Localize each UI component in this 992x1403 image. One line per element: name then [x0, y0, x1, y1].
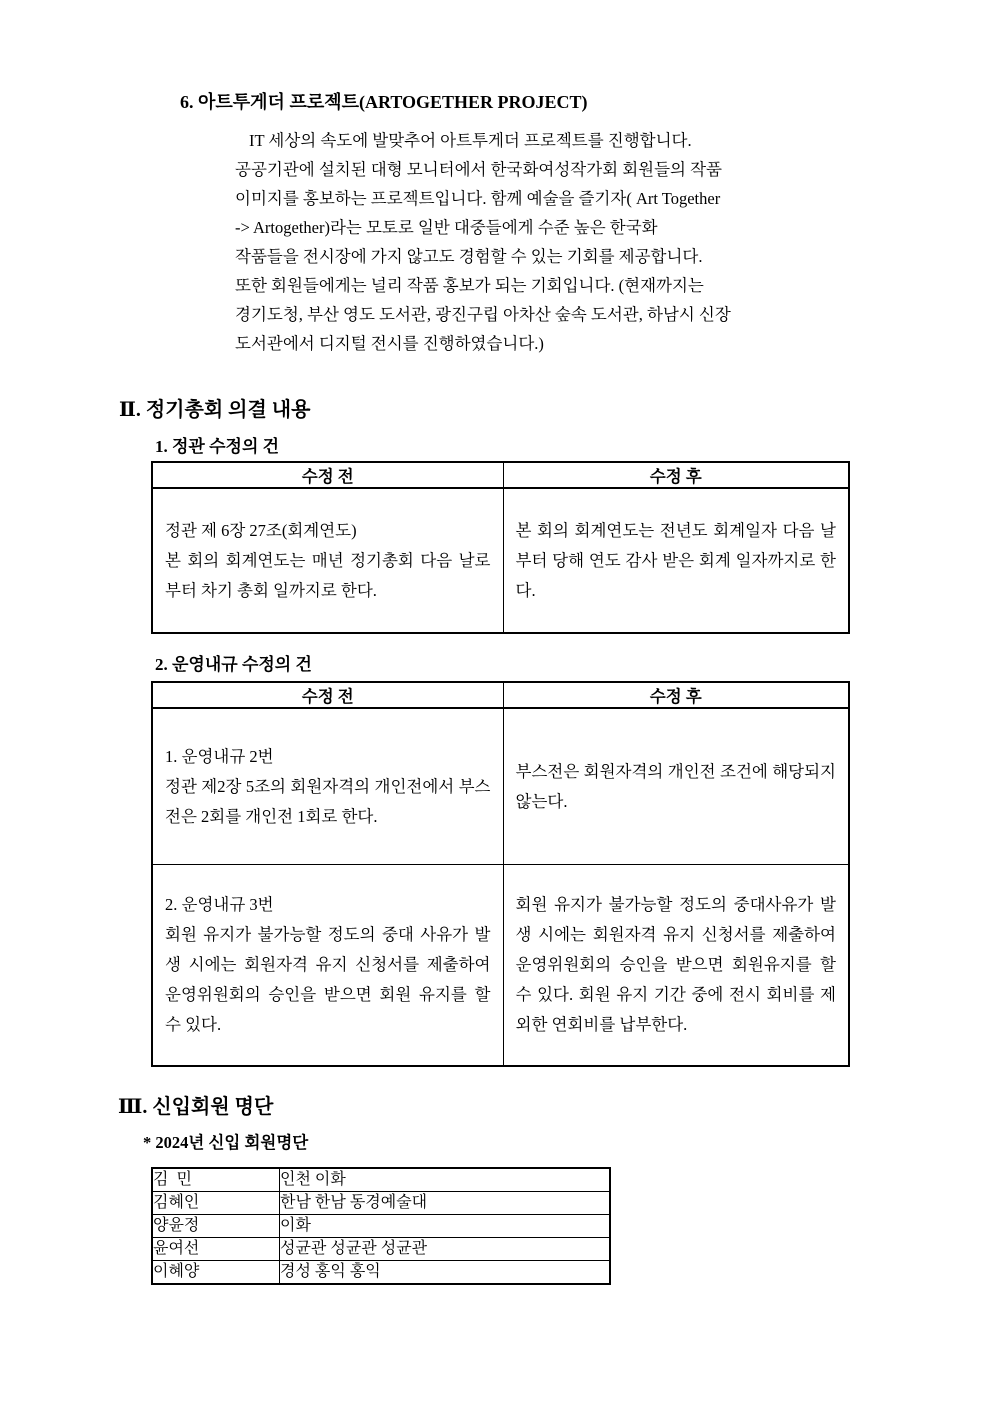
member-name: 윤여선: [152, 1238, 280, 1261]
member-affiliation: 이화: [280, 1215, 611, 1238]
member-row: [152, 1215, 610, 1238]
before-revision-cell: [152, 488, 503, 633]
member-row: [152, 1261, 610, 1285]
column-header-before: 수정 전: [152, 682, 503, 708]
charter-revision-table: [151, 461, 850, 634]
table-header-row: [152, 682, 849, 708]
member-row: [152, 1168, 610, 1192]
clause-text: 정관 제2장 5조의 회원자격의 개인전에서 부스전은 2회를 개인전 1회로 한다.: [165, 776, 491, 826]
paragraph-line: IT 세상의 속도에 발맞추어 아트투게더 프로젝트를 진행합니다.: [249, 131, 692, 150]
new-members-table: [151, 1167, 611, 1285]
clause-reference: 정관 제 6장 27조(회계연도): [165, 520, 357, 540]
clause-reference: 1. 운영내규 2번: [165, 746, 274, 766]
members-section-heading: Ⅲ. 신입회원 명단: [118, 1096, 274, 1118]
column-header-after: 수정 후: [503, 682, 849, 708]
charter-revision-title: 1. 정관 수정의 건: [155, 437, 280, 456]
member-affiliation: 한남 한남 동경예술대: [280, 1192, 611, 1215]
member-name: 김혜인: [152, 1192, 280, 1215]
member-affiliation: 경성 홍익 홍익: [280, 1261, 611, 1285]
paragraph-line: 공공기관에 설치된 대형 모니터에서 한국화여성작가회 회원들의 작품: [235, 160, 722, 179]
after-revision-cell: [503, 708, 849, 865]
clause-text: 부스전은 회원자격의 개인전 조건에 해당되지 않는다.: [515, 761, 836, 811]
column-header-before: 수정 전: [152, 462, 503, 488]
table-row: [152, 865, 849, 1067]
table-header-row: [152, 462, 849, 488]
member-affiliation: 성균관 성균관 성균관: [280, 1238, 611, 1261]
after-revision-cell: [503, 488, 849, 633]
clause-text: 본 회의 회계연도는 매년 정기총회 다음 날로부터 차기 총회 일까지로 한다.: [165, 550, 491, 600]
clause-reference: 2. 운영내규 3번: [165, 895, 274, 914]
member-name: 김 민: [152, 1168, 280, 1192]
before-revision-cell: [152, 865, 503, 1067]
column-header-after: 수정 후: [503, 462, 849, 488]
paragraph-line: 이미지를 홍보하는 프로젝트입니다. 함께 예술을 즐기자( Art Together: [235, 189, 721, 208]
bylaws-revision-title: 2. 운영내규 수정의 건: [155, 655, 312, 674]
project-description-paragraph: [235, 126, 731, 358]
paragraph-line: 작품들을 전시장에 가지 않고도 경험할 수 있는 기회를 제공합니다.: [235, 247, 703, 266]
clause-text: 본 회의 회계연도는 전년도 회계일자 다음 날부터 당해 연도 감사 받은 회계 일자까지로 한다.: [515, 520, 836, 600]
bylaws-revision-table: [151, 681, 850, 1067]
table-row: [152, 708, 849, 865]
table-row: [152, 488, 849, 633]
after-revision-cell: [503, 865, 849, 1067]
member-affiliation: 인천 이화: [280, 1168, 611, 1192]
before-revision-cell: [152, 708, 503, 865]
paragraph-line: 경기도청, 부산 영도 도서관, 광진구립 아차산 숲속 도서관, 하남시 신장: [235, 305, 731, 324]
clause-text: 회원 유지가 불가능할 정도의 중대사유가 발생 시에는 회원자격 유지 신청서를 제출하여 운영위원회의 승인을 받으면 회원유지를 할 수 있다. 회원 유지 기간 중에 전시 회비를 제외한 연회비를 납부한다.: [515, 895, 836, 1034]
member-name: 이혜양: [152, 1261, 280, 1285]
paragraph-line: 도서관에서 디지털 전시를 진행하였습니다.): [235, 334, 544, 353]
project-section-heading: 6. 아트투게더 프로젝트(ARTOGETHER PROJECT): [180, 92, 588, 112]
members-list-subtitle: * 2024년 신입 회원명단: [143, 1133, 309, 1152]
paragraph-line: 또한 회원들에게는 널리 작품 홍보가 되는 기회입니다. (현재까지는: [235, 276, 704, 295]
member-row: [152, 1192, 610, 1215]
clause-text: 회원 유지가 불가능할 정도의 중대 사유가 발생 시에는 회원자격 유지 신청서를 제출하여 운영위원회의 승인을 받으면 회원 유지를 할 수 있다.: [165, 925, 491, 1034]
member-name: 양윤정: [152, 1215, 280, 1238]
paragraph-line: -> Artogether)라는 모토로 일반 대중들에게 수준 높은 한국화: [235, 218, 658, 237]
member-row: [152, 1238, 610, 1261]
resolutions-section-heading: Ⅱ. 정기총회 의결 내용: [119, 399, 311, 421]
